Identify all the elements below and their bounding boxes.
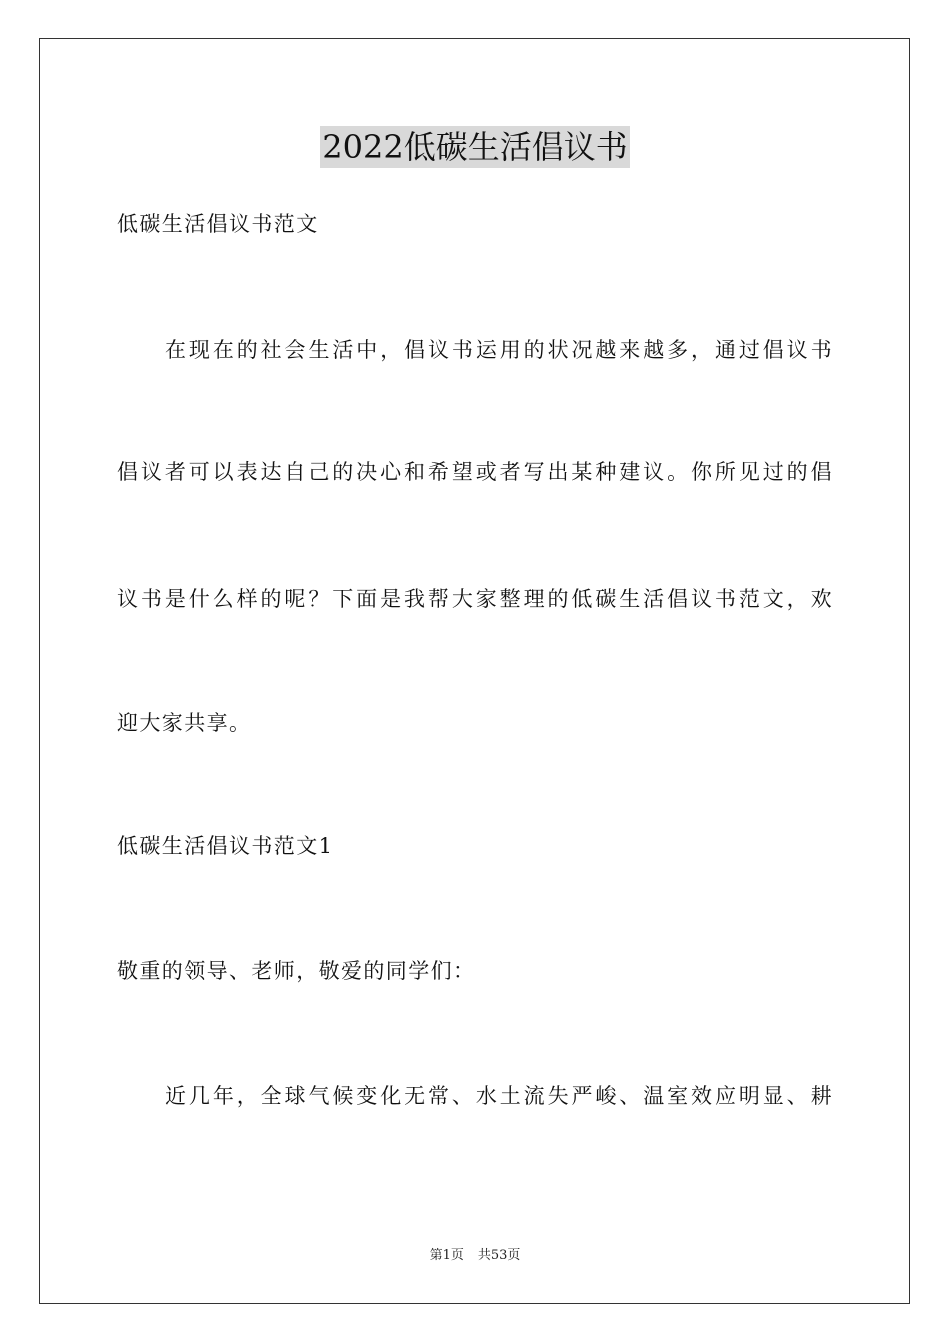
paragraph-line: 倡议者可以表达自己的决心和希望或者写出某种建议。你所见过的倡 — [117, 460, 833, 484]
page-number: 第1页 — [429, 1248, 464, 1263]
paragraph-line: 在现在的社会生活中，倡议书运用的状况越来越多，通过倡议书 — [165, 338, 833, 362]
paragraph-line: 近几年，全球气候变化无常、水土流失严峻、温室效应明显、耕 — [165, 1084, 833, 1108]
paragraph-line: 迎大家共享。 — [117, 711, 252, 735]
salutation-line: 敬重的领导、老师，敬爱的同学们： — [117, 959, 476, 983]
paragraph-line: 议书是什么样的呢？下面是我帮大家整理的低碳生活倡议书范文，欢 — [117, 587, 833, 611]
page-total: 共53页 — [477, 1248, 521, 1263]
title-container — [0, 126, 950, 168]
subtitle-line: 低碳生活倡议书范文 — [117, 212, 319, 236]
document-title: 2022低碳生活倡议书 — [322, 128, 628, 166]
page-footer — [0, 1247, 950, 1265]
section-heading: 低碳生活倡议书范文1 — [117, 834, 334, 858]
